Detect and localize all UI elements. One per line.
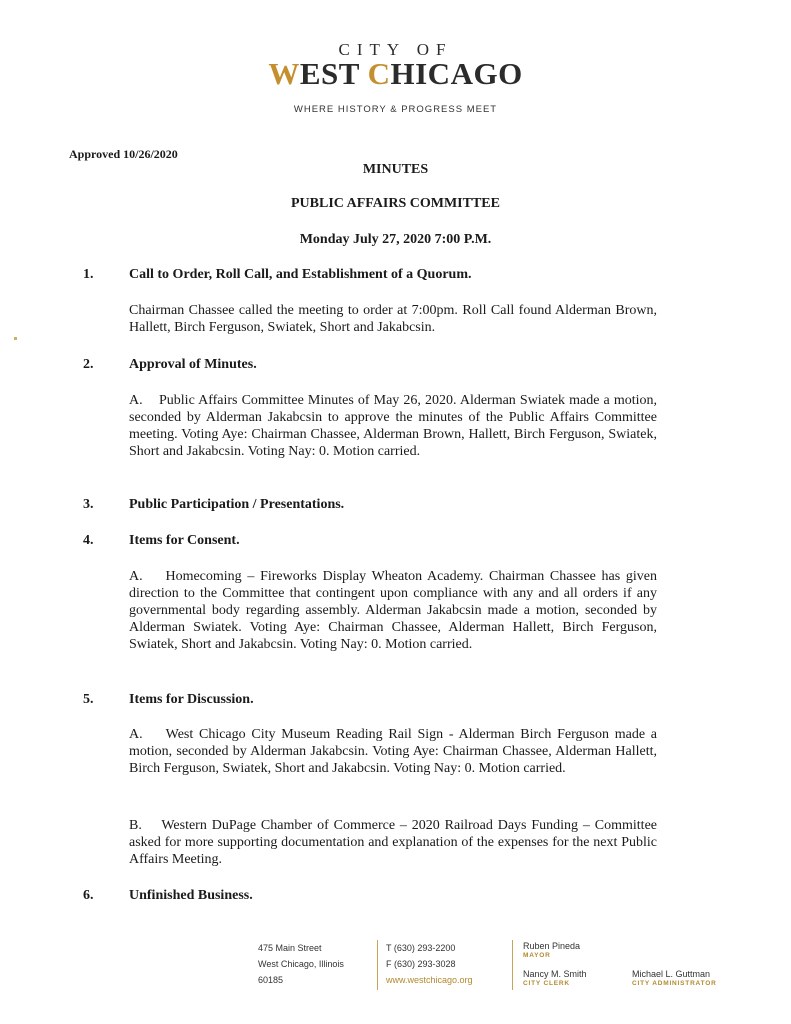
heading-minutes: MINUTES <box>362 162 429 177</box>
footer-clerk-role: CITY CLERK <box>523 980 570 987</box>
footer-mayor-name: Ruben Pineda <box>523 941 581 951</box>
section-2-title: Approval of Minutes. <box>129 357 257 372</box>
footer-website-link[interactable]: www.westchicago.org <box>386 975 473 985</box>
logo-w-initial: W <box>268 56 300 91</box>
section-5b-paragraph: B. Western DuPage Chamber of Commerce – 2020 Railroad Days Funding – Committee asked for more supporting documentation and explanation of the expenses for the next Public Affairs Meeting. <box>129 818 657 867</box>
footer-address-street: 475 Main Street <box>258 943 322 953</box>
heading-committee: PUBLIC AFFAIRS COMMITTEE <box>291 196 500 211</box>
logo-c-initial: C <box>367 56 391 91</box>
footer-divider-1 <box>377 940 378 990</box>
heading-meeting-date: Monday July 27, 2020 7:00 P.M. <box>299 232 492 247</box>
section-2a-paragraph: A. Public Affairs Committee Minutes of May 26, 2020. Alderman Swiatek made a motion, seconded by Alderman Jakabcsin to approve the minutes of the Public Affairs Committee meeting. Voting Aye: Chairman Chassee, Alderman Brown, Hallett, Birch Ferguson, Swiatek, Short and Jakabcsin. Voting Nay: 0. Motion carried. <box>129 393 657 459</box>
section-3-title: Public Participation / Presentations. <box>129 497 345 512</box>
section-4a-paragraph: A. Homecoming – Fireworks Display Wheaton Academy. Chairman Chassee has given direction to the Committee that contingent upon compliance with any and all orders if any governmental body regarding assembly. Alderman Jakabcsin made a motion, seconded by Alderman Swiatek. Voting Aye: Chairman Chassee, Alderman Hallett, Birch Ferguson, Swiatek, Short and Jakabcsin. Voting Nay: 0. Motion carried. <box>129 569 657 652</box>
section-5a-paragraph: A. West Chicago City Museum Reading Rail Sign - Alderman Birch Ferguson made a motion, seconded by Alderman Jakabcsin. Voting Aye: Chairman Chassee, Alderman Hallett, Birch Ferguson, Swiatek, Short and Jakabcsin. Voting Nay: 0. Motion carried. <box>129 727 657 776</box>
footer-mayor-role: MAYOR <box>523 952 551 959</box>
footer-contact <box>386 940 473 988</box>
section-4-title: Items for Consent. <box>129 533 240 548</box>
footer-clerk-name: Nancy M. Smith <box>523 969 587 979</box>
section-3-number: 3. <box>83 497 94 512</box>
footer-administrator <box>632 968 717 988</box>
section-5-title: Items for Discussion. <box>129 692 254 707</box>
section-1-title: Call to Order, Roll Call, and Establishment of a Quorum. <box>129 267 472 282</box>
footer-phone: T (630) 293-2200 <box>386 943 456 953</box>
section-1-number: 1. <box>83 267 94 282</box>
letterhead-city-name <box>0 56 791 92</box>
section-6-title: Unfinished Business. <box>129 888 253 903</box>
footer-admin-role: CITY ADMINISTRATOR <box>632 980 717 987</box>
footer-fax: F (630) 293-3028 <box>386 959 456 969</box>
footer-admin-name: Michael L. Guttman <box>632 969 711 979</box>
footer-address-city: West Chicago, Illinois <box>258 959 344 969</box>
section-2-number: 2. <box>83 357 94 372</box>
section-5-number: 5. <box>83 692 94 707</box>
section-4-number: 4. <box>83 533 94 548</box>
letterhead-tagline: WHERE HISTORY & PROGRESS MEET <box>293 104 498 115</box>
section-6-number: 6. <box>83 888 94 903</box>
letterhead-city-of: CITY OF <box>338 40 453 59</box>
logo-c-rest: HICAGO <box>390 56 523 91</box>
logo-w-rest: EST <box>299 56 368 91</box>
footer-officials <box>523 940 587 988</box>
footer-address <box>258 940 344 988</box>
footer-divider-2 <box>512 940 513 990</box>
footer-address-zip: 60185 <box>258 975 284 985</box>
section-1-paragraph: Chairman Chassee called the meeting to order at 7:00pm. Roll Call found Alderman Brown, Hallett, Birch Ferguson, Swiatek, Short and Jakabcsin. <box>129 303 657 335</box>
approved-date: Approved 10/26/2020 <box>69 147 178 161</box>
margin-mark <box>14 337 17 340</box>
